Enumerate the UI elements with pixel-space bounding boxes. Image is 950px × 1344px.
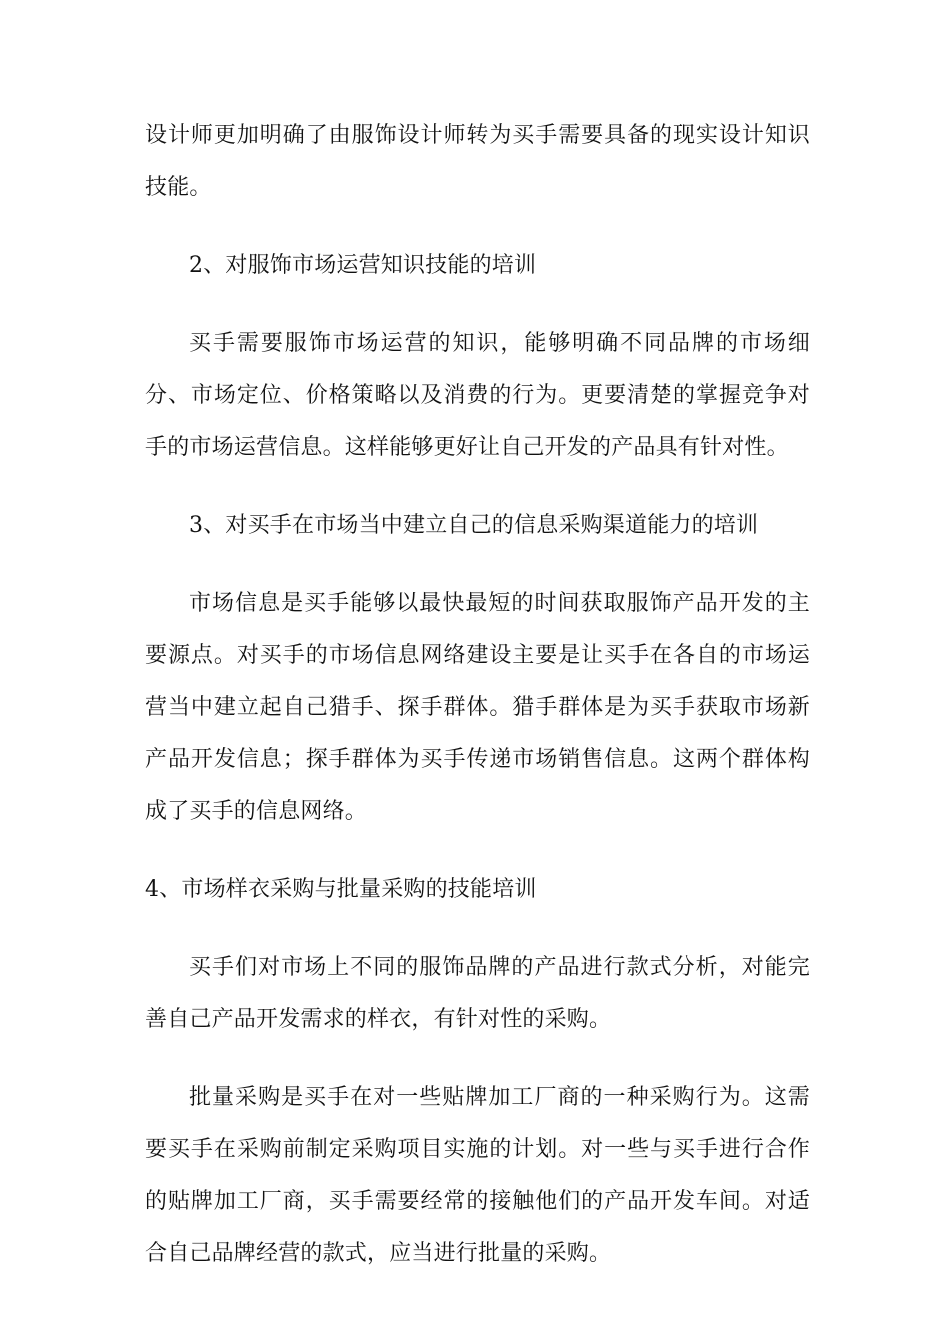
paragraph-gap xyxy=(145,214,810,240)
section-heading-4: 4、市场样衣采购与批量采购的技能培训 xyxy=(145,877,537,902)
paragraph-gap xyxy=(145,838,810,864)
section-heading-3: 3、对买手在市场当中建立自己的信息采购渠道能力的培训 xyxy=(189,513,759,538)
paragraph-gap xyxy=(145,552,810,578)
paragraph-market-operations: 买手需要服饰市场运营的知识，能够明确不同品牌的市场细分、市场定位、价格策略以及消费的行为。更要清楚的掌握竞争对手的市场运营信息。这样能够更好让自己开发的产品具有针对性。 xyxy=(145,331,810,460)
paragraph-gap xyxy=(145,474,810,500)
paragraph-gap xyxy=(145,916,810,942)
paragraph-information-network: 市场信息是买手能够以最快最短的时间获取服饰产品开发的主要源点。对买手的市场信息网络建设主要是让买手在各自的市场运营当中建立起自己猎手、探手群体。猎手群体是为买手获取市场新产品开发信息；探手群体为买手传递市场销售信息。这两个群体构成了买手的信息网络。 xyxy=(145,591,810,824)
paragraph-sample-purchasing: 买手们对市场上不同的服饰品牌的产品进行款式分析，对能完善自己产品开发需求的样衣，有针对性的采购。 xyxy=(145,955,810,1032)
paragraph-gap xyxy=(145,292,810,318)
paragraph-gap xyxy=(145,1046,810,1072)
paragraph-continuation: 设计师更加明确了由服饰设计师转为买手需要具备的现实设计知识技能。 xyxy=(145,123,810,200)
section-heading-2: 2、对服饰市场运营知识技能的培训 xyxy=(189,253,537,278)
paragraph-bulk-purchasing: 批量采购是买手在对一些贴牌加工厂商的一种采购行为。这需要买手在采购前制定采购项目实施的计划。对一些与买手进行合作的贴牌加工厂商，买手需要经常的接触他们的产品开发车间。对适合自己品牌经营的款式，应当进行批量的采购。 xyxy=(145,1085,810,1266)
document-body xyxy=(145,110,810,1280)
